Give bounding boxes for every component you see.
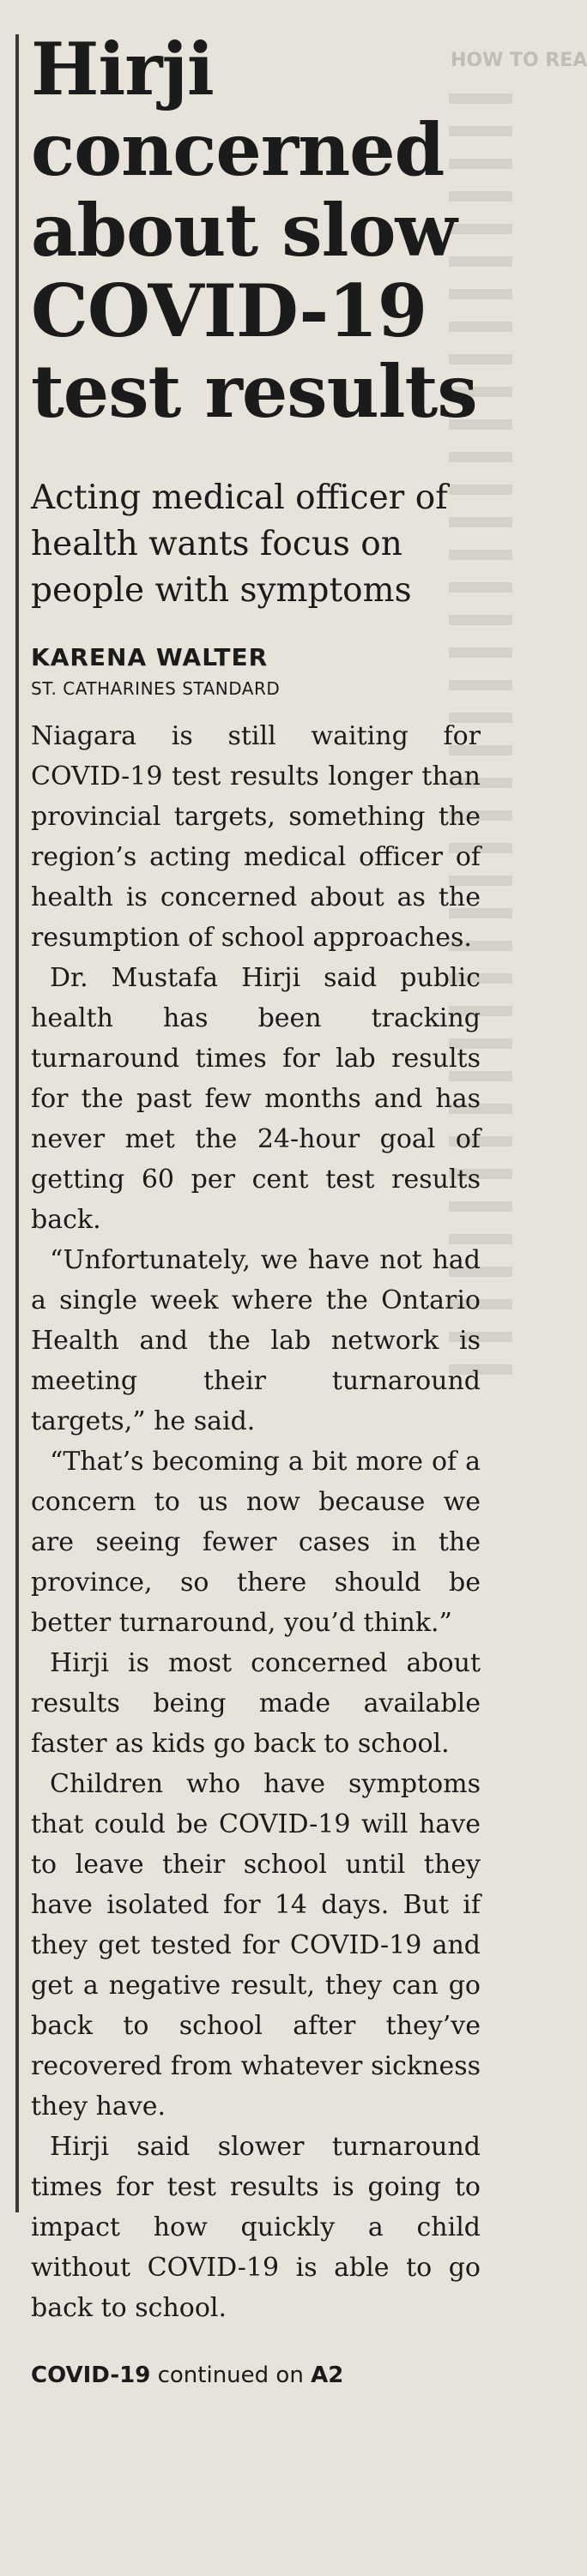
jump-label: COVID-19 <box>31 2362 151 2388</box>
article-body <box>31 716 481 2328</box>
jump-page: A2 <box>311 2362 344 2388</box>
outlet-credit: ST. CATHARINES STANDARD <box>31 678 281 699</box>
deck-subheadline: Acting medical officer of health wants focus on people with symptoms <box>31 478 448 610</box>
adjacent-column-heading: HOW TO REA <box>451 50 587 71</box>
continued-jump-line <box>31 2362 481 2388</box>
body-paragraph: “That’s becoming a bit more of a concern to us now because we are seeing fewer cases in the province, so there should be better turnaround, you’d think.” <box>31 1447 481 1638</box>
column-rule <box>15 34 19 2212</box>
body-paragraph: Children who have symptoms that could be COVID-19 will have to leave their school until they have isolated for 14 days. But if they get tested for COVID-19 and get a negative result, they can go back to school after they’ve recovered from whatever sickness they have. <box>31 1769 481 2122</box>
headline: Hirji concerned about slow COVID-19 test results <box>31 27 477 434</box>
news-article <box>31 29 481 2388</box>
body-paragraph: “Unfortunately, we have not had a single week where the Ontario Health and the lab network is meeting their turnaround targets,” he said. <box>31 1245 481 1436</box>
body-paragraph: Hirji is most concerned about results being made available faster as kids go back to school. <box>31 1648 481 1759</box>
jump-text: continued on <box>157 2362 304 2388</box>
byline: KARENA WALTER <box>31 643 269 671</box>
body-paragraph: Niagara is still waiting for COVID-19 test results longer than provincial targets, something the region’s acting medical officer of health is concerned about as the resumption of school approaches. <box>31 721 481 953</box>
body-paragraph: Dr. Mustafa Hirji said public health has been tracking turnaround times for lab results for the past few months and has never met the 24-hour goal of getting 60 per cent test results back. <box>31 963 481 1235</box>
body-paragraph: Hirji said slower turnaround times for test results is going to impact how quickly a child without COVID-19 is able to go back to school. <box>31 2132 481 2323</box>
